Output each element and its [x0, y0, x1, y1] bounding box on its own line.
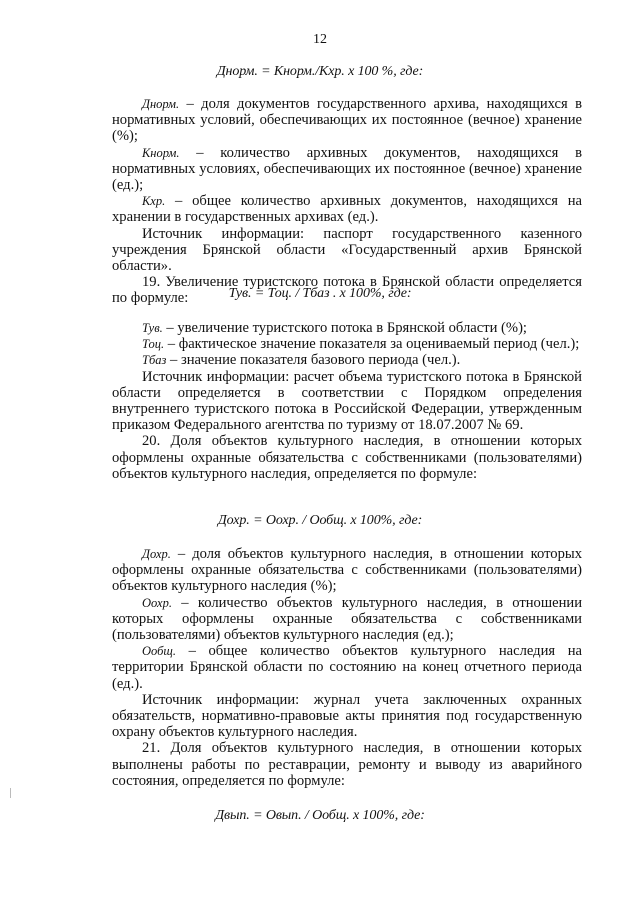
- section-archive: [112, 96, 582, 307]
- term: Тбаз: [142, 353, 167, 368]
- formula-archive: Днорм. = Кнорм./Кхр. х 100 %, где:: [216, 64, 424, 79]
- definition-text: – фактическое значение показателя за оцениваемый период (чел.);: [164, 336, 580, 353]
- section-heritage: [112, 546, 582, 789]
- term: Дохр.: [142, 547, 171, 561]
- definition-text: – значение показателя базового периода (чел.).: [166, 352, 461, 369]
- definition-text: – количество объектов культурного наследия, в отношении которых оформлены охранные обязательства с собственниками (пользователями) объектов культурного наследия (ед.);: [112, 594, 582, 644]
- definition-oohr: [112, 595, 582, 644]
- term: Кнорм.: [142, 145, 180, 160]
- definition-text: – доля объектов культурного наследия, в отношении которых оформлены охранные обязательства с собственниками (пользователями) объектов культурного наследия (%);: [112, 546, 582, 595]
- definition-text: – количество архивных документов, находящихся в нормативных условиях, обеспечивающих их постоянное (вечное) хранение (ед.);: [112, 144, 582, 194]
- section-tourism: [112, 320, 582, 482]
- term: Ообщ.: [142, 644, 176, 659]
- definition-khr: [112, 193, 582, 225]
- definition-tbaz: [112, 352, 582, 368]
- term: Тоц.: [142, 337, 165, 352]
- source-paragraph: Источник информации: паспорт государственного казенного учреждения Брянской области «Государственный архив Брянской области».: [112, 225, 582, 275]
- item-21-paragraph: 21. Доля объектов культурного наследия, в отношении которых выполнены работы по реставрации, ремонту и выводу из аварийного состояния, определяется по формуле:: [112, 740, 582, 789]
- term: Кхр.: [142, 194, 166, 209]
- definition-knorm: [112, 145, 582, 194]
- term: Оохр.: [142, 595, 172, 610]
- definition-oobshch: [112, 643, 582, 692]
- formula-tourism: Тув. = Тоц. / Тбаз . х 100%, где:: [228, 286, 412, 301]
- formula-heritage-restoration: Двып. = Овып. / Ообщ. х 100%, где:: [215, 808, 425, 823]
- definition-text: – общее количество архивных документов, находящихся на хранении в государственных архивах (ед.).: [112, 193, 582, 226]
- definition-tuv: [112, 320, 582, 336]
- margin-mark: [10, 788, 11, 798]
- item-19-paragraph: 19. Увеличение туристского потока в Брянской области определяется по формуле:: [112, 274, 582, 307]
- source-paragraph: Источник информации: журнал учета заключенных охранных обязательств, нормативно-правовые акты принятия под государственную охрану объектов культурного наследия.: [112, 691, 582, 741]
- definition-toc: [112, 336, 582, 352]
- definition-text: – общее количество объектов культурного наследия на территории Брянской области по состоянию на конец отчетного периода (ед.).: [112, 643, 582, 692]
- definition-dohr: [112, 546, 582, 595]
- definition-dnorm: [112, 96, 582, 145]
- source-paragraph: Источник информации: расчет объема туристского потока в Брянской области определяется в соответствии с Порядком определения внутреннего туристского потока в Российской Федерации, утвержденным приказом Федерального агентства по туризму от 18.07.2007 № 69.: [112, 368, 582, 434]
- definition-text: – доля документов государственного архива, находящихся в нормативных условий, обеспечивающих их постоянное (вечное) хранение (%);: [112, 96, 582, 145]
- term: Тув.: [142, 321, 163, 335]
- definition-text: – увеличение туристского потока в Брянской области (%);: [162, 320, 527, 336]
- formula-heritage-protection: Дохр. = Оохр. / Ообщ. х 100%, где:: [217, 513, 423, 528]
- term: Днорм.: [142, 97, 180, 111]
- item-20-paragraph: 20. Доля объектов культурного наследия, в отношении которых оформлены охранные обязательства с собственниками (пользователями) объектов культурного наследия, определяется по формуле:: [112, 433, 582, 482]
- page-number: 12: [313, 32, 327, 47]
